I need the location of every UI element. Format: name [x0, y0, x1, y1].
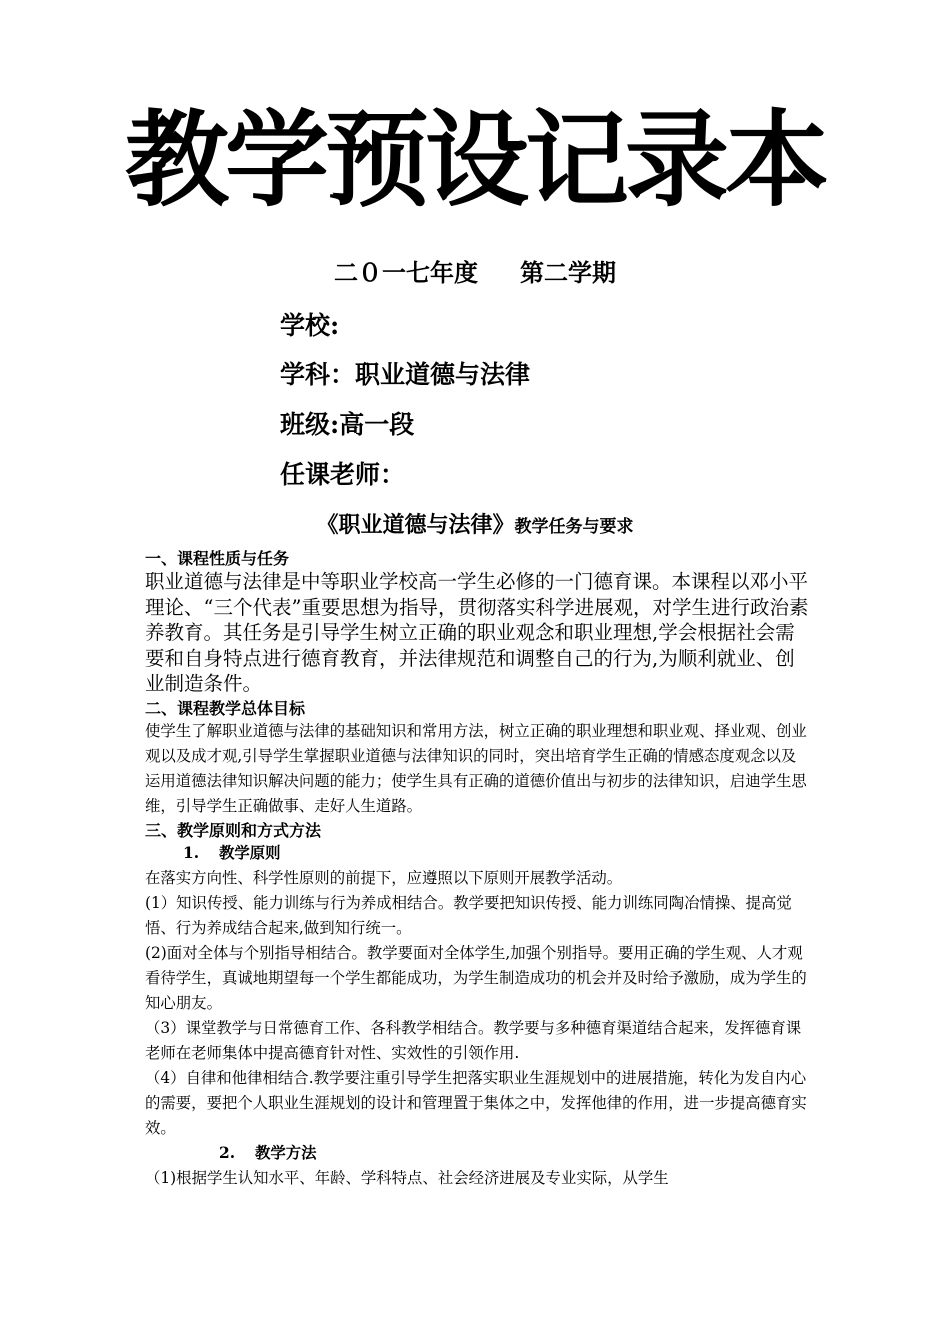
paragraph-course-goals: 使学生了解职业道德与法律的基础知识和常用方法，树立正确的职业理想和职业观、择业观、创业观以及成才观,引导学生掌握职业道德与法律知识的同时，突出培育学生正确的情感态度观念以及运用道德法律知识解决问题的能力；使学生具有正确的道德价值出与初步的法律知识，启迪学生思维，引导学生正确做事、走好人生道路。 [145, 721, 807, 815]
paragraph-principle-4: （4）自律和他律相结合.教学要注重引导学生把落实职业生涯规划中的进展措施，转化为发自内心的需要，要把个人职业生涯规划的设计和管理置于集体之中，发挥他律的作用，进一步提高德育实效。 [145, 1068, 807, 1137]
field-school-label: 学校: [280, 311, 340, 340]
paragraph-principle-2: (2)面对全体与个别指导相结合。教学要面对全体学生,加强个别指导。要用正确的学生观、人才观看待学生，真诚地期望每一个学生都能成功，为学生制造成功的机会并及时给予激励，成为学生的知心朋友。 [145, 943, 807, 1012]
paragraph-principles-intro: 在落实方向性、科学性原则的前提下，应遵照以下原则开展教学活动。 [145, 868, 623, 887]
field-class [280, 410, 414, 440]
paragraph-course-nature: 职业道德与法律是中等职业学校高一学生必修的一门德育课。本课程以邓小平理论、“三个代表”重要思想为指导，贯彻落实科学进展观，对学生进行政治素养教育。其任务是引导学生树立正确的职业观念和职业理想,学会根据社会需要和自身特点进行德育教育，并法律规范和调整自己的行为,为顺利就业、创业制造条件。 [145, 570, 809, 695]
heading-teaching-principles: 三、教学原则和方式方法 [145, 820, 322, 840]
section-title [0, 512, 950, 538]
paragraph-principle-3: （3）课堂教学与日常德育工作、各科教学相结合。教学要与多种德育渠道结合起来，发挥德育课老师在老师集体中提高德育针对性、实效性的引领作用. [145, 1018, 802, 1062]
field-school [280, 311, 339, 341]
field-teacher-label: 任课老师： [280, 460, 406, 489]
section-title-course: 《职业道德与法律》 [316, 512, 515, 538]
subheading-principles [145, 841, 810, 866]
field-subject-label: 学科： [280, 360, 356, 389]
subheading-methods [145, 1141, 810, 1166]
cover-title: 教学预设记录本 [124, 99, 825, 221]
field-subject-value: 职业道德与法律 [355, 360, 531, 389]
section-title-rest: 教学任务与要求 [514, 517, 634, 537]
field-teacher [280, 460, 405, 490]
paragraph-method-1: （1)根据学生认知水平、年龄、学科特点、社会经济进展及专业实际，从学生 [145, 1168, 669, 1187]
heading-course-nature: 一、课程性质与任务 [145, 549, 290, 568]
semester: 第二学期 [520, 258, 616, 287]
field-class-label: 班级: [280, 410, 340, 439]
subheading-methods-number: 2. [219, 1143, 236, 1162]
school-year: 二０一七年度 [334, 258, 478, 287]
field-subject [280, 360, 530, 390]
subheading-methods-title: 教学方法 [255, 1143, 317, 1162]
document-body [145, 549, 810, 1191]
school-year-line [0, 259, 950, 288]
field-class-value: 高一段 [339, 410, 415, 439]
subheading-principles-number: 1. [183, 843, 200, 862]
paragraph-principle-1: (1）知识传授、能力训练与行为养成相结合。教学要把知识传授、能力训练同陶冶情操、提高觉悟、行为养成结合起来,做到知行统一。 [145, 893, 792, 937]
heading-course-goals: 二、课程教学总体目标 [145, 698, 306, 718]
subheading-principles-title: 教学原则 [219, 843, 281, 862]
